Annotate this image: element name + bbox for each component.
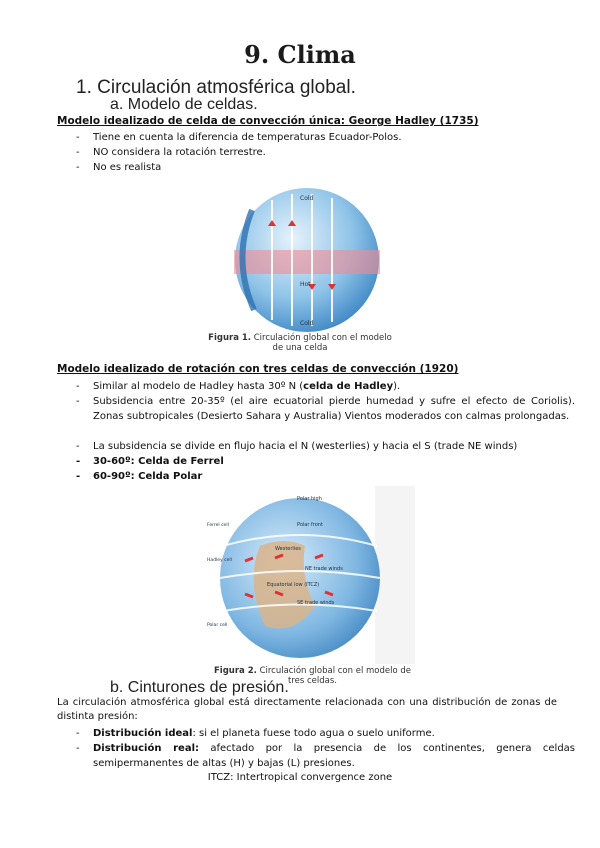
heading-circulation: 1. Circulación atmosférica global. — [76, 77, 356, 98]
label-hadley-cell: Hadley cell — [207, 558, 232, 563]
figure2-caption: Figura 2. Circulación global con el modelo de tres celdas. — [213, 666, 412, 686]
heading-pressure-belts: b. Cinturones de presión. — [110, 679, 289, 696]
paragraph-pressure: La circulación atmosférica global está directamente relacionada con una distribución de zonas de distinta presión: — [57, 697, 557, 722]
label-cold-bottom: Cold — [300, 320, 314, 327]
section-three-cells-title: Modelo idealizado de rotación con tres celdas de convección (1920) — [57, 363, 459, 375]
equator-hot-band — [234, 250, 380, 274]
section-hadley-title: Modelo idealizado de celda de convección única: George Hadley (1735) — [57, 115, 479, 127]
label-ne-trades: NE trade winds — [305, 566, 343, 572]
label-polar-front: Polar front — [297, 522, 323, 528]
label-cold-top: Cold — [300, 195, 314, 202]
book-page-edge — [375, 486, 415, 664]
figure1-caption: Figura 1. Circulación global con el modelo de una celda — [208, 333, 392, 353]
label-polar-cell: Polar cell — [207, 623, 228, 628]
heading-cell-model: a. Modelo de celdas. — [110, 96, 258, 113]
label-se-trades: SE trade winds — [297, 600, 335, 606]
figure-three-cell-globe — [205, 486, 415, 664]
label-westerlies: Westerlies — [275, 546, 301, 552]
label-hot: Hot — [300, 281, 311, 288]
label-itcz: Equatorial low (ITCZ) — [267, 582, 320, 588]
itcz-note: ITCZ: Intertropical convergence zone — [207, 772, 393, 783]
label-ferrel-cell: Ferrel cell — [207, 523, 229, 528]
page-title: 9. Clima — [244, 40, 356, 69]
label-polar-high: Polar high — [297, 496, 322, 502]
figure-single-cell-globe — [212, 180, 388, 332]
